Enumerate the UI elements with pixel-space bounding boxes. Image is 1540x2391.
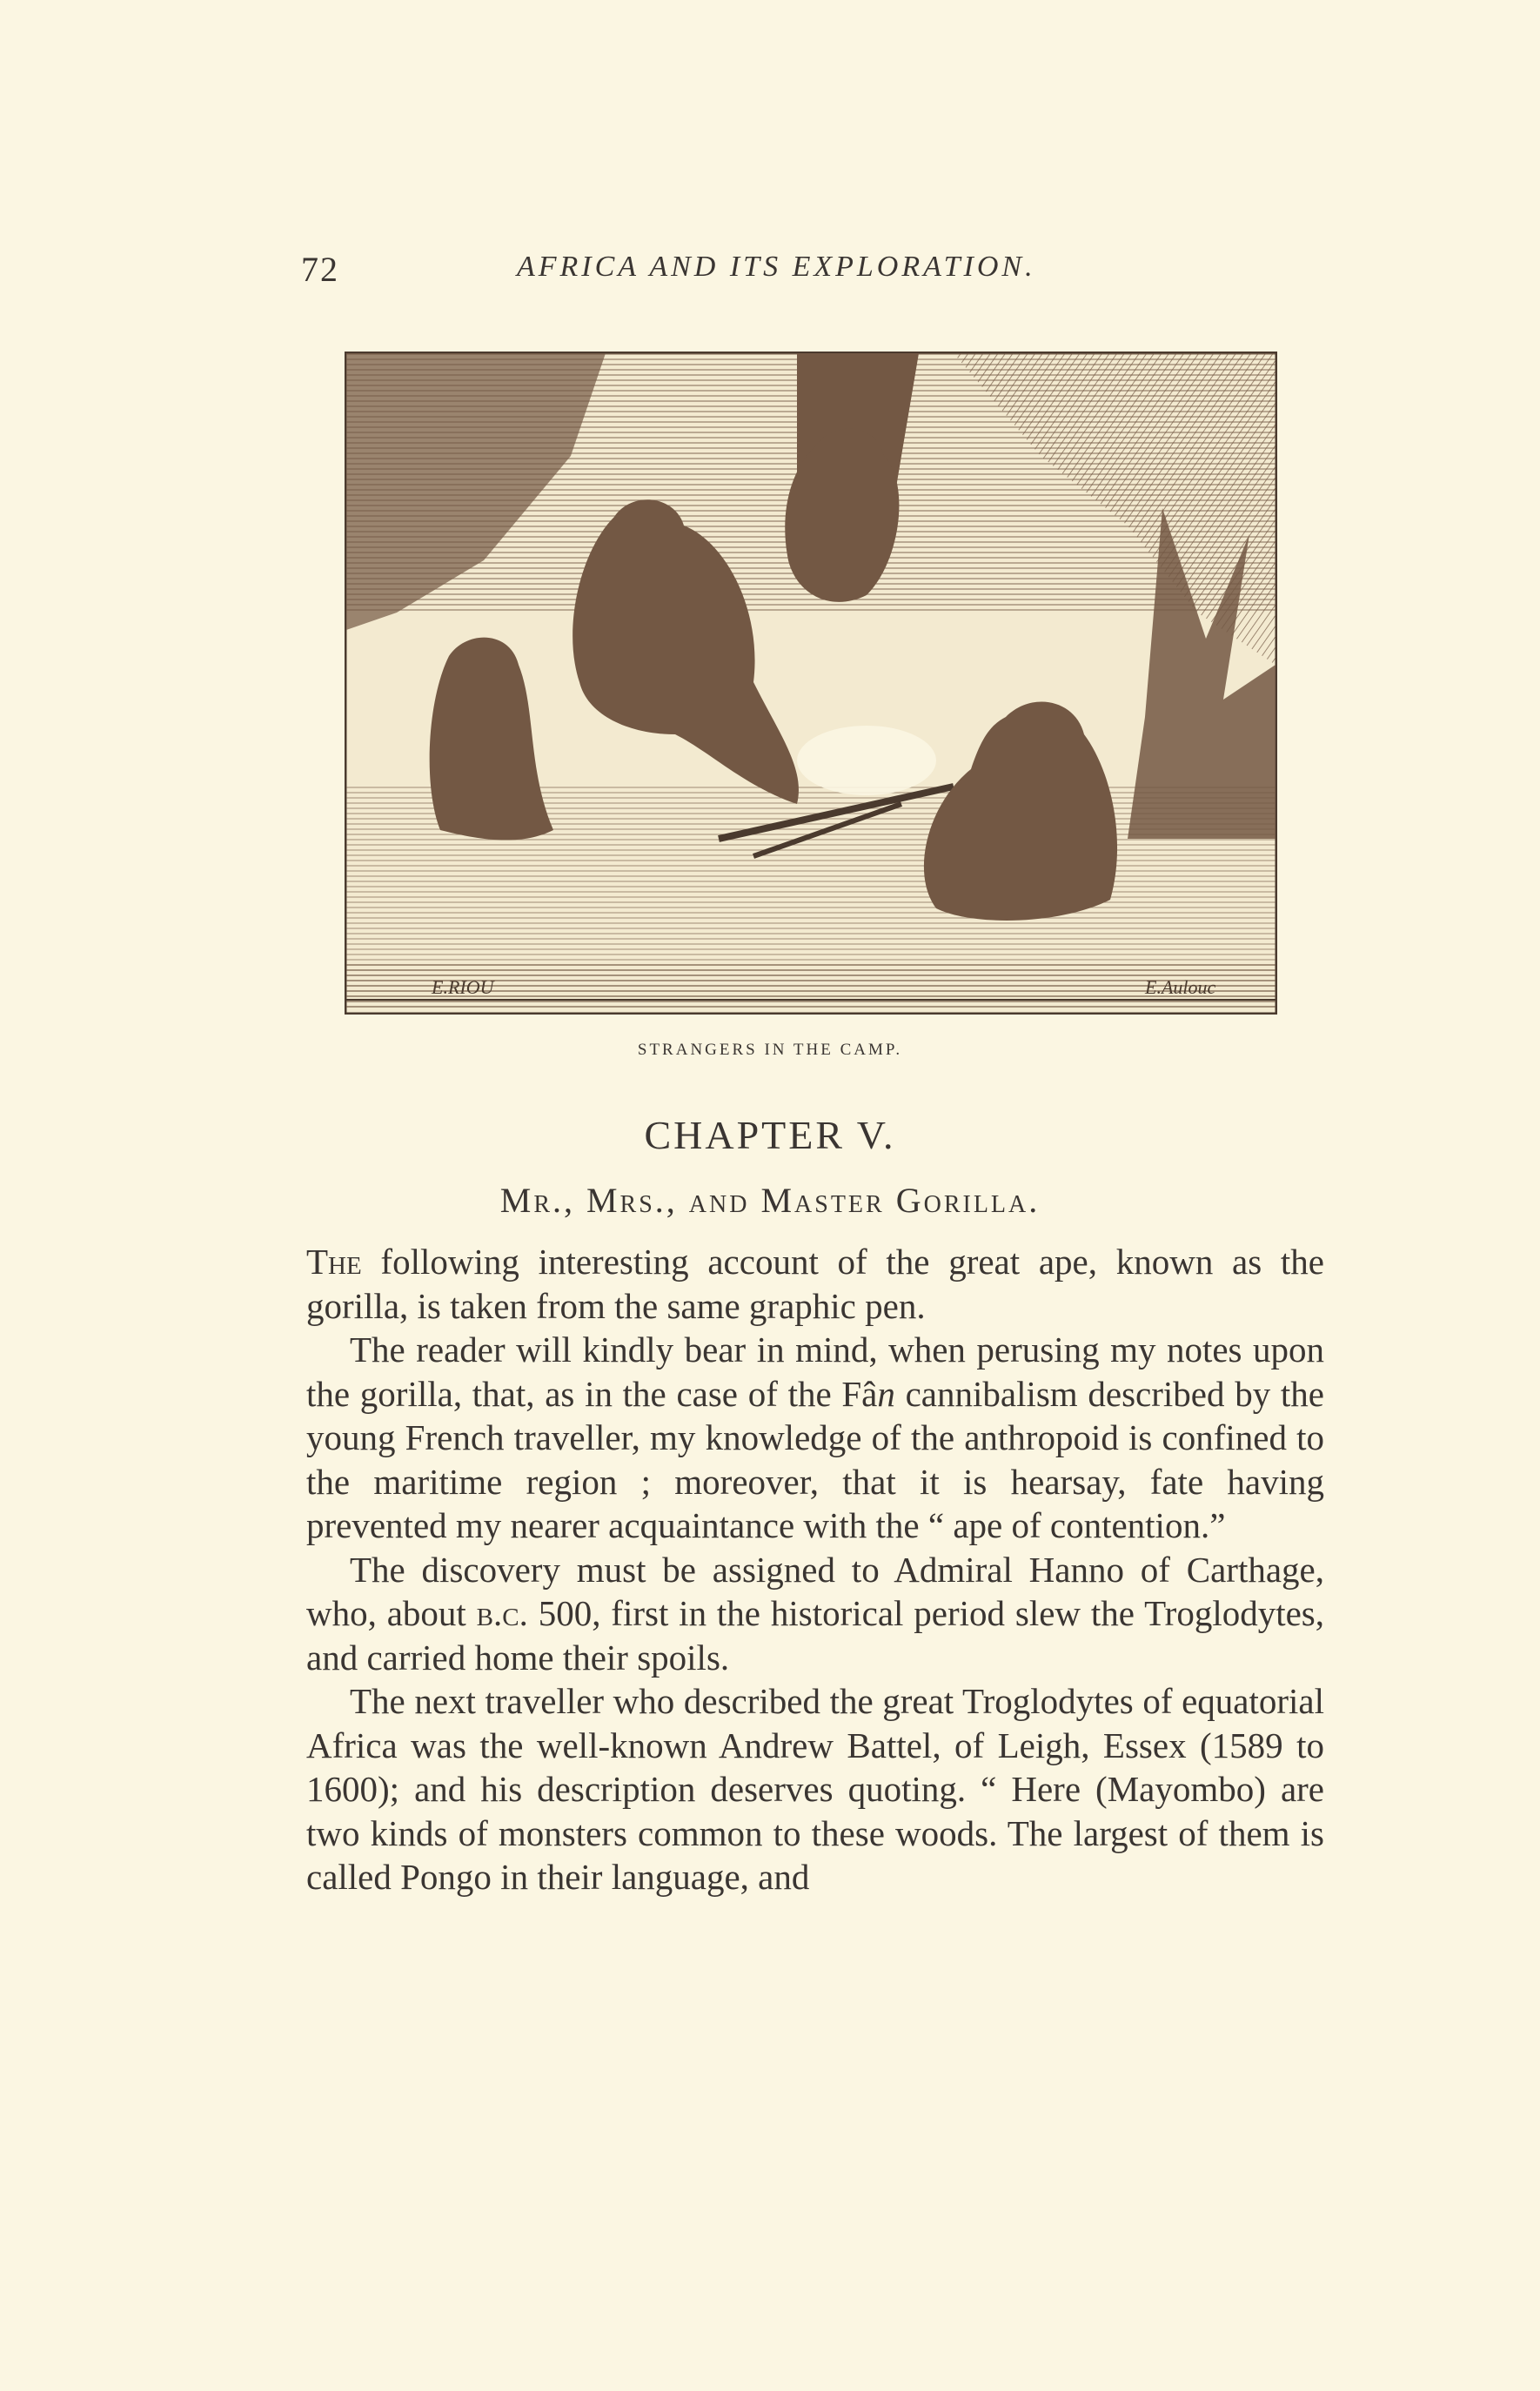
lead-word: The [306, 1242, 362, 1282]
paragraph-1: The following interesting account of the great ape, known as the gorilla, is taken from the same graphic pen. [306, 1242, 1324, 1326]
paragraph-4: The next traveller who described the great Troglodytes of equatorial Africa was the well-known Andrew Battel, of Leigh, Essex (1589 to 1600); and his description deserves quoting. “ Here (Mayombo) are two kinds of monsters common to these woods. The largest of them is called Pongo in their language, and [306, 1681, 1324, 1897]
paragraph-3: The discovery must be assigned to Admiral Hanno of Carthage, who, about b.c. 500, first in the historical period slew the Troglodytes, and carried home their spoils. [306, 1549, 1325, 1678]
signature-left: E.RIOU [432, 976, 494, 998]
paragraph-2: The reader will kindly bear in mind, when perusing my notes upon the gorilla, that, as in the case of the Fân cannibalism described by the young French traveller, my knowledge of the anthropoid is confined to the maritime region ; moreover, that it is hearsay, fate having prevented my nearer acquaintance with the “ ape of contention.” [306, 1329, 1324, 1545]
body-text [306, 1240, 1324, 1899]
page-number: 72 [301, 250, 339, 289]
bc-abbreviation: b.c. [476, 1593, 528, 1633]
chapter-title: Mr., Mrs., and Master Gorilla. [499, 1181, 1041, 1220]
engraving-illustration [345, 352, 1277, 1015]
fan-word: Fâ [841, 1373, 878, 1414]
illustration-caption: STRANGERS IN THE CAMP. [637, 1041, 903, 1059]
signature-right: E.Aulouc [1145, 976, 1216, 998]
running-title: AFRICA AND ITS EXPLORATION. [517, 251, 1036, 283]
chapter-number: CHAPTER V. [644, 1113, 896, 1157]
running-head [301, 249, 1171, 301]
